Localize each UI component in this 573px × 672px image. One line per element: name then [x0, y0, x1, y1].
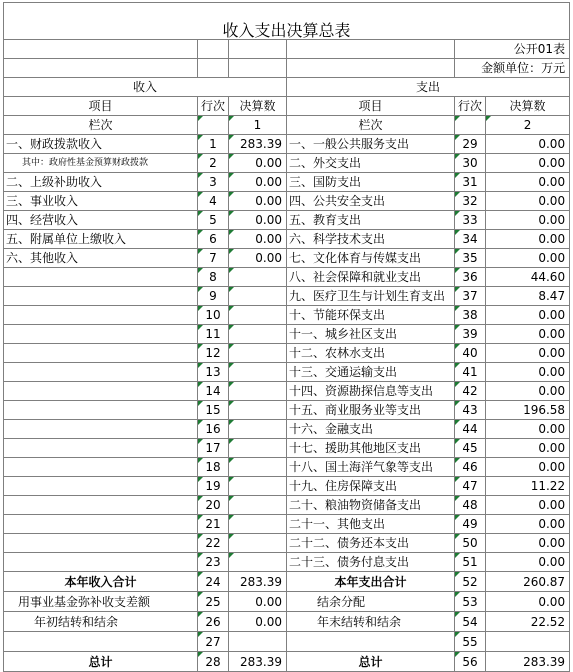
expense-amount: 0.00 — [486, 211, 570, 230]
expense-row-no: 49 — [455, 515, 486, 534]
income-amount: 283.39 — [229, 135, 287, 154]
income-row-no: 20 — [198, 496, 229, 515]
expense-total-row-no: 53 — [455, 592, 486, 612]
income-amount — [229, 287, 287, 306]
income-amount — [229, 439, 287, 458]
income-amount — [229, 458, 287, 477]
amount-unit: 金额单位：万元 — [455, 59, 570, 78]
expense-row-no: 51 — [455, 553, 486, 572]
income-row-no: 15 — [198, 401, 229, 420]
table-row — [4, 553, 570, 572]
income-item — [4, 439, 198, 458]
expense-item: 五、教育支出 — [287, 211, 455, 230]
income-total-row-no: 26 — [198, 612, 229, 632]
income-row-no: 10 — [198, 306, 229, 325]
table-row — [4, 268, 570, 287]
expense-total-item: 结余分配 — [287, 592, 455, 612]
total-row — [4, 612, 570, 632]
income-total-amount: 0.00 — [229, 592, 287, 612]
income-total-item: 本年收入合计 — [4, 572, 198, 592]
expense-amount: 196.58 — [486, 401, 570, 420]
table-row — [4, 344, 570, 363]
total-row — [4, 652, 570, 672]
table-row — [4, 306, 570, 325]
expense-row-no: 43 — [455, 401, 486, 420]
expense-amount: 0.00 — [486, 553, 570, 572]
table-row — [4, 287, 570, 306]
expense-row-no: 36 — [455, 268, 486, 287]
expense-total-row-no: 54 — [455, 612, 486, 632]
expense-amount: 11.22 — [486, 477, 570, 496]
expense-item: 二十一、其他支出 — [287, 515, 455, 534]
table-row — [4, 477, 570, 496]
income-row-no: 6 — [198, 230, 229, 249]
table-row — [4, 211, 570, 230]
expense-row-no-header: 行次 — [455, 97, 486, 116]
income-row-no: 3 — [198, 173, 229, 192]
expense-item: 七、文化体育与传媒支出 — [287, 249, 455, 268]
expense-row-no: 37 — [455, 287, 486, 306]
expense-row-no: 32 — [455, 192, 486, 211]
income-row-no: 23 — [198, 553, 229, 572]
table-row — [4, 515, 570, 534]
income-section-header: 收入 — [4, 78, 287, 97]
expense-amount: 0.00 — [486, 154, 570, 173]
income-total-amount: 0.00 — [229, 612, 287, 632]
income-amount: 0.00 — [229, 249, 287, 268]
expense-row-no: 31 — [455, 173, 486, 192]
expense-total-row-no: 52 — [455, 572, 486, 592]
expense-total-amount: 0.00 — [486, 592, 570, 612]
expense-amount: 0.00 — [486, 496, 570, 515]
expense-total-amount — [486, 632, 570, 652]
income-row-no: 2 — [198, 154, 229, 173]
income-amount — [229, 325, 287, 344]
income-item — [4, 325, 198, 344]
expense-item: 十八、国土海洋气象等支出 — [287, 458, 455, 477]
income-item: 五、附属单位上缴收入 — [4, 230, 198, 249]
income-item — [4, 401, 198, 420]
table-row — [4, 420, 570, 439]
income-total-item — [4, 632, 198, 652]
income-item — [4, 268, 198, 287]
income-amount: 0.00 — [229, 230, 287, 249]
income-item: 三、事业收入 — [4, 192, 198, 211]
expense-row-no: 50 — [455, 534, 486, 553]
income-item — [4, 420, 198, 439]
total-row — [4, 572, 570, 592]
expense-item: 九、医疗卫生与计划生育支出 — [287, 287, 455, 306]
income-item — [4, 496, 198, 515]
income-total-row-no: 25 — [198, 592, 229, 612]
income-item: 二、上级补助收入 — [4, 173, 198, 192]
expense-total-amount: 22.52 — [486, 612, 570, 632]
expense-item: 二、外交支出 — [287, 154, 455, 173]
expense-row-no: 40 — [455, 344, 486, 363]
expense-row-no: 48 — [455, 496, 486, 515]
income-amount — [229, 420, 287, 439]
income-row-no: 22 — [198, 534, 229, 553]
expense-row-no: 34 — [455, 230, 486, 249]
table-row — [4, 249, 570, 268]
income-row-no: 12 — [198, 344, 229, 363]
expense-row-no: 42 — [455, 382, 486, 401]
expense-column-number: 2 — [486, 116, 570, 135]
income-row-no: 16 — [198, 420, 229, 439]
income-column-label: 栏次 — [4, 116, 198, 135]
expense-row-no: 41 — [455, 363, 486, 382]
income-row-no: 18 — [198, 458, 229, 477]
income-amount — [229, 344, 287, 363]
expense-amount: 0.00 — [486, 325, 570, 344]
table-row — [4, 325, 570, 344]
expense-amount: 0.00 — [486, 344, 570, 363]
expense-item: 十七、援助其他地区支出 — [287, 439, 455, 458]
income-item: 六、其他收入 — [4, 249, 198, 268]
income-item — [4, 363, 198, 382]
table-row — [4, 192, 570, 211]
expense-amount: 0.00 — [486, 192, 570, 211]
expense-row-no: 46 — [455, 458, 486, 477]
income-row-no: 11 — [198, 325, 229, 344]
income-total-item: 总计 — [4, 652, 198, 672]
table-row — [4, 382, 570, 401]
expense-section-header: 支出 — [287, 78, 570, 97]
expense-row-no: 33 — [455, 211, 486, 230]
income-row-no: 9 — [198, 287, 229, 306]
expense-row-no: 35 — [455, 249, 486, 268]
expense-row-no: 30 — [455, 154, 486, 173]
expense-amount: 8.47 — [486, 287, 570, 306]
income-column-number: 1 — [229, 116, 287, 135]
expense-item: 二十三、债务付息支出 — [287, 553, 455, 572]
expense-item: 十九、住房保障支出 — [287, 477, 455, 496]
table-row — [4, 496, 570, 515]
income-item — [4, 458, 198, 477]
expense-item: 十一、城乡社区支出 — [287, 325, 455, 344]
expense-item: 二十、粮油物资储备支出 — [287, 496, 455, 515]
expense-total-item: 年末结转和结余 — [287, 612, 455, 632]
table-row — [4, 363, 570, 382]
income-row-no: 7 — [198, 249, 229, 268]
expense-total-amount: 283.39 — [486, 652, 570, 672]
expense-item: 一、一般公共服务支出 — [287, 135, 455, 154]
income-amount — [229, 496, 287, 515]
income-amount: 0.00 — [229, 154, 287, 173]
income-total-row-no: 24 — [198, 572, 229, 592]
expense-amount: 0.00 — [486, 439, 570, 458]
income-amount — [229, 382, 287, 401]
expense-row-no: 47 — [455, 477, 486, 496]
expense-amount: 0.00 — [486, 458, 570, 477]
income-row-no: 8 — [198, 268, 229, 287]
income-item: 其中：政府性基金预算财政拨款 — [4, 154, 198, 173]
table-row — [4, 230, 570, 249]
income-item — [4, 553, 198, 572]
income-row-no: 4 — [198, 192, 229, 211]
expense-item-header: 项目 — [287, 97, 455, 116]
income-amount — [229, 477, 287, 496]
form-number: 公开01表 — [455, 40, 570, 59]
expense-item: 二十二、债务还本支出 — [287, 534, 455, 553]
expense-total-amount: 260.87 — [486, 572, 570, 592]
expense-amount: 0.00 — [486, 173, 570, 192]
table-row — [4, 154, 570, 173]
income-amount — [229, 515, 287, 534]
income-row-no: 17 — [198, 439, 229, 458]
expense-amount: 0.00 — [486, 135, 570, 154]
income-total-item: 用事业基金弥补收支差额 — [4, 592, 198, 612]
expense-row-no: 44 — [455, 420, 486, 439]
income-total-amount — [229, 632, 287, 652]
expense-total-row-no: 55 — [455, 632, 486, 652]
income-amount — [229, 534, 287, 553]
report-title: 收入支出决算总表 — [4, 3, 570, 40]
expense-total-row-no: 56 — [455, 652, 486, 672]
income-row-no-header: 行次 — [198, 97, 229, 116]
expense-item: 三、国防支出 — [287, 173, 455, 192]
expense-row-no: 29 — [455, 135, 486, 154]
income-amount: 0.00 — [229, 173, 287, 192]
expense-amount: 0.00 — [486, 249, 570, 268]
income-total-item: 年初结转和结余 — [4, 612, 198, 632]
table-row — [4, 401, 570, 420]
income-row-no: 5 — [198, 211, 229, 230]
income-amount-header: 决算数 — [229, 97, 287, 116]
expense-amount: 0.00 — [486, 420, 570, 439]
expense-column-label: 栏次 — [287, 116, 455, 135]
income-total-amount: 283.39 — [229, 572, 287, 592]
expense-row-no: 45 — [455, 439, 486, 458]
income-item — [4, 344, 198, 363]
expense-total-item — [287, 632, 455, 652]
income-row-no: 21 — [198, 515, 229, 534]
expense-row-no: 38 — [455, 306, 486, 325]
income-item: 四、经营收入 — [4, 211, 198, 230]
income-row-no: 19 — [198, 477, 229, 496]
expense-item: 十五、商业服务业等支出 — [287, 401, 455, 420]
expense-item: 六、科学技术支出 — [287, 230, 455, 249]
income-amount: 0.00 — [229, 211, 287, 230]
budget-table — [3, 2, 570, 672]
income-item: 一、财政拨款收入 — [4, 135, 198, 154]
income-total-row-no: 28 — [198, 652, 229, 672]
income-row-no: 1 — [198, 135, 229, 154]
income-item — [4, 534, 198, 553]
income-amount — [229, 363, 287, 382]
table-row — [4, 173, 570, 192]
expense-total-item: 总计 — [287, 652, 455, 672]
income-row-no: 14 — [198, 382, 229, 401]
table-row — [4, 439, 570, 458]
expense-amount: 0.00 — [486, 230, 570, 249]
expense-amount-header: 决算数 — [486, 97, 570, 116]
expense-item: 十、节能环保支出 — [287, 306, 455, 325]
income-amount — [229, 306, 287, 325]
table-row — [4, 534, 570, 553]
expense-amount: 0.00 — [486, 534, 570, 553]
income-item — [4, 515, 198, 534]
income-item — [4, 306, 198, 325]
expense-amount: 44.60 — [486, 268, 570, 287]
expense-total-item: 本年支出合计 — [287, 572, 455, 592]
expense-item: 十二、农林水支出 — [287, 344, 455, 363]
expense-item: 十三、交通运输支出 — [287, 363, 455, 382]
expense-amount: 0.00 — [486, 382, 570, 401]
income-amount — [229, 268, 287, 287]
income-total-row-no: 27 — [198, 632, 229, 652]
income-amount: 0.00 — [229, 192, 287, 211]
income-total-amount: 283.39 — [229, 652, 287, 672]
income-amount — [229, 401, 287, 420]
income-item — [4, 477, 198, 496]
expense-item: 八、社会保障和就业支出 — [287, 268, 455, 287]
total-row — [4, 632, 570, 652]
income-item-header: 项目 — [4, 97, 198, 116]
expense-item: 四、公共安全支出 — [287, 192, 455, 211]
table-row — [4, 135, 570, 154]
expense-amount: 0.00 — [486, 515, 570, 534]
expense-amount: 0.00 — [486, 363, 570, 382]
total-row — [4, 592, 570, 612]
expense-item: 十四、资源勘探信息等支出 — [287, 382, 455, 401]
expense-item: 十六、金融支出 — [287, 420, 455, 439]
income-item — [4, 382, 198, 401]
table-row — [4, 458, 570, 477]
income-item — [4, 287, 198, 306]
income-amount — [229, 553, 287, 572]
expense-amount: 0.00 — [486, 306, 570, 325]
income-row-no: 13 — [198, 363, 229, 382]
expense-row-no: 39 — [455, 325, 486, 344]
